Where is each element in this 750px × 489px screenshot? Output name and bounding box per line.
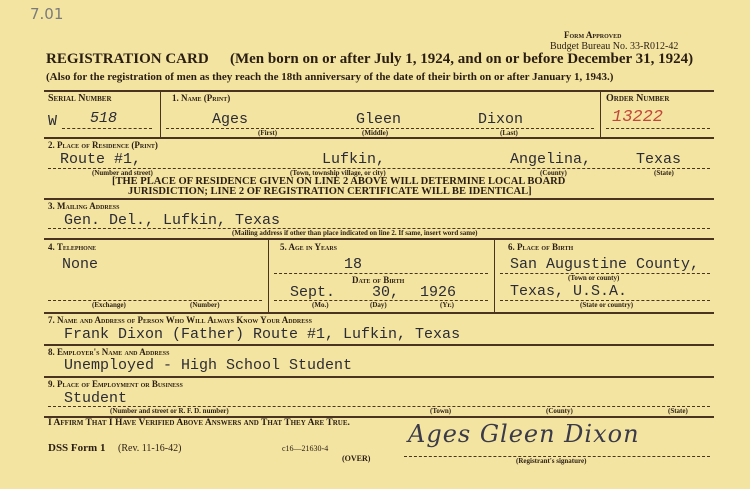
residence-street: Route #1, xyxy=(60,151,142,168)
birth-town-caption: (Town or county) xyxy=(568,274,620,282)
mailing-label: 3. Mailing Address xyxy=(48,201,120,211)
first-caption: (First) xyxy=(258,129,278,137)
rule xyxy=(268,238,269,312)
name-label: 1. Name (Print) xyxy=(172,93,231,103)
corner-pencil-note: 7.01 xyxy=(30,5,64,23)
number-caption: (Number) xyxy=(190,301,220,309)
dob-day: 30, xyxy=(372,284,400,301)
residence-notice-2: JURISDICTION; LINE 2 OF REGISTRATION CERTIFICATE WILL BE IDENTICAL] xyxy=(128,186,532,197)
over-note: (OVER) xyxy=(342,454,371,463)
rule xyxy=(606,128,710,129)
dob-label: Date of Birth xyxy=(352,275,405,285)
employment-street-caption: (Number and street or R. F. D. number) xyxy=(110,407,229,415)
employment-label: 9. Place of Employment or Business xyxy=(48,379,183,389)
mailing-address: Gen. Del., Lufkin, Texas xyxy=(64,212,281,229)
town-caption: (Town, township village, or city) xyxy=(290,169,386,177)
rule xyxy=(44,137,714,139)
employment-value: Student xyxy=(64,390,128,407)
year-caption: (Yr.) xyxy=(440,301,454,309)
birthplace-town: San Augustine County, xyxy=(510,256,700,273)
rule xyxy=(160,90,161,137)
rule xyxy=(62,128,152,129)
registrant-signature: Ages Gleen Dixon xyxy=(408,420,640,448)
rule xyxy=(494,238,495,312)
card-title: REGISTRATION CARD xyxy=(46,51,209,67)
middle-name: Gleen xyxy=(356,111,402,128)
rule xyxy=(44,198,714,200)
signature-caption: (Registrant's signature) xyxy=(516,457,587,465)
age-value: 18 xyxy=(344,256,363,273)
employment-county-caption: (County) xyxy=(546,407,573,415)
employment-town-caption: (Town) xyxy=(430,407,452,415)
first-name: Ages xyxy=(212,111,249,128)
month-caption: (Mo.) xyxy=(312,301,329,309)
rule xyxy=(44,312,714,314)
affirmation-text: I Affirm That I Have Verified Above Answers and That They Are True. xyxy=(48,418,350,428)
employer-label: 8. Employer's Name and Address xyxy=(48,347,170,357)
mailing-caption: (Mailing address if other than place indicated on line 2. If same, insert word same) xyxy=(232,229,478,237)
order-label: Order Number xyxy=(606,93,670,104)
birthplace-label: 6. Place of Birth xyxy=(508,242,574,252)
rule xyxy=(600,90,601,137)
rule xyxy=(44,344,714,346)
residence-notice-1: [THE PLACE OF RESIDENCE GIVEN ON LINE 2 ABOVE WILL DETERMINE LOCAL BOARD xyxy=(112,176,566,187)
day-caption: (Day) xyxy=(370,301,387,309)
telephone-value: None xyxy=(62,256,99,273)
budget-bureau: Budget Bureau No. 33-R012-42 xyxy=(550,41,679,52)
exchange-caption: (Exchange) xyxy=(92,301,126,309)
form-id: DSS Form 1 xyxy=(48,442,106,454)
card-subtitle: (Also for the registration of men as they reach the 18th anniversary of the date of their birth on or after January 1, 1943.) xyxy=(46,71,614,83)
residence-town: Lufkin, xyxy=(322,151,386,168)
contact-value: Frank Dixon (Father) Route #1, Lufkin, Texas xyxy=(64,326,461,343)
residence-label: 2. Place of Residence (Print) xyxy=(48,140,158,150)
rule xyxy=(48,300,262,301)
serial-number: 518 xyxy=(90,110,118,127)
form-approved: Form Approved xyxy=(564,30,622,40)
employer-value: Unemployed - High School Student xyxy=(64,357,353,374)
dob-year: 1926 xyxy=(420,284,457,301)
rule xyxy=(44,238,714,240)
last-caption: (Last) xyxy=(500,129,518,137)
street-caption: (Number and street) xyxy=(92,169,153,177)
county-caption: (County) xyxy=(540,169,567,177)
card-title-paren: (Men born on or after July 1, 1924, and on or before December 31, 1924) xyxy=(230,51,694,67)
middle-caption: (Middle) xyxy=(362,129,389,137)
telephone-label: 4. Telephone xyxy=(48,242,97,252)
residence-state: Texas xyxy=(636,151,682,168)
rule xyxy=(44,376,714,378)
last-name: Dixon xyxy=(478,111,524,128)
serial-prefix: W xyxy=(48,113,58,130)
order-number: 13222 xyxy=(612,108,664,127)
age-label: 5. Age in Years xyxy=(280,242,338,252)
birth-state-caption: (State or country) xyxy=(580,301,634,309)
residence-county: Angelina, xyxy=(510,151,592,168)
serial-label: Serial Number xyxy=(48,93,112,104)
employment-state-caption: (State) xyxy=(668,407,688,415)
birthplace-state: Texas, U.S.A. xyxy=(510,283,628,300)
contact-label: 7. Name and Address of Person Who Will Always Know Your Address xyxy=(48,315,312,325)
form-revision: (Rev. 11-16-42) xyxy=(118,443,182,454)
rule xyxy=(44,90,714,92)
print-code: c16—21630-4 xyxy=(282,444,329,453)
dob-month: Sept. xyxy=(290,284,336,301)
state-caption: (State) xyxy=(654,169,674,177)
rule xyxy=(274,273,488,274)
